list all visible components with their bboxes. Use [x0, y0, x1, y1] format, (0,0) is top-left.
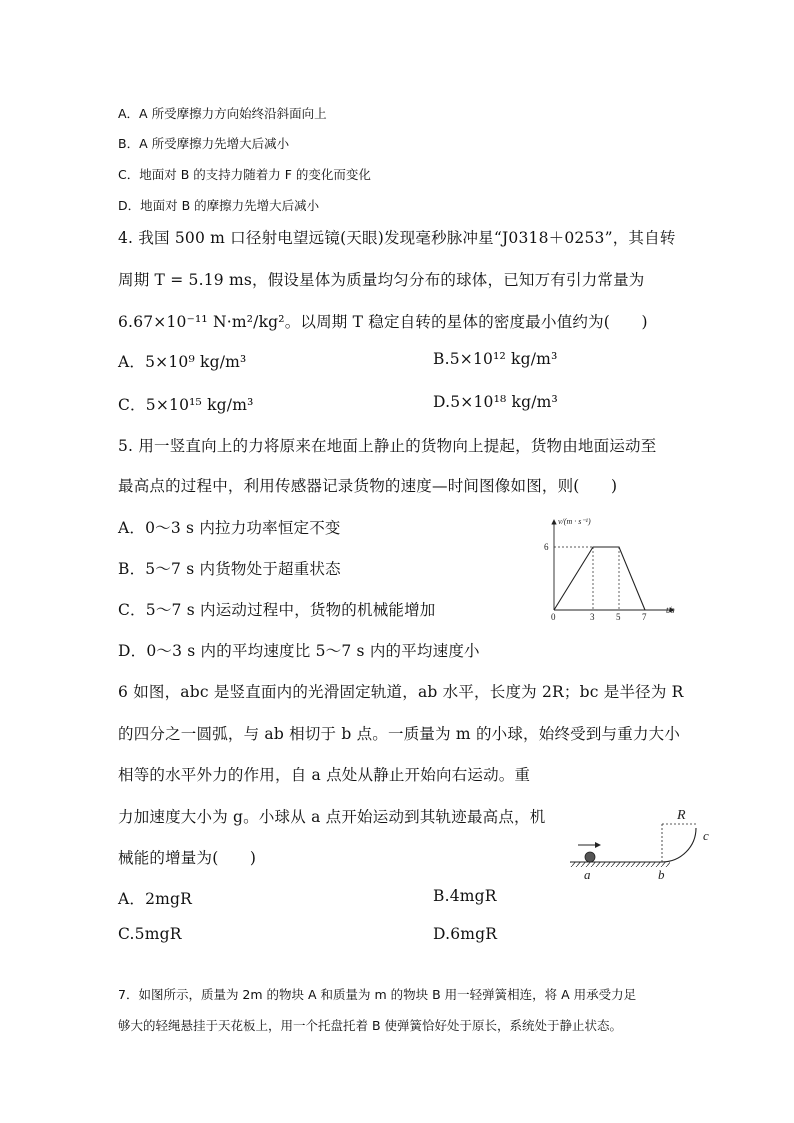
- q3-option-b: B．A 所受摩擦力先增大后减小: [118, 136, 290, 151]
- x-tick-0: 0: [551, 612, 556, 620]
- y-tick-6: 6: [544, 542, 549, 552]
- q4-stem-line2: 周期 T = 5.19 ms，假设星体为质量均匀分布的球体，已知万有引力常量为: [118, 271, 645, 289]
- q4-option-b: B.5×10¹² kg/m³: [433, 350, 558, 368]
- q6-stem-line1: 6 如图，abc 是竖直面内的光滑固定轨道，ab 水平，长度为 2R；bc 是半径为 R: [118, 683, 684, 701]
- q6-stem-line3: 相等的水平外力的作用，自 a 点处从静止开始向右运动。重: [118, 766, 531, 784]
- x-tick-7: 7: [642, 612, 647, 620]
- q3-option-a: A．A 所受摩擦力方向始终沿斜面向上: [118, 106, 327, 121]
- ball: [585, 852, 595, 862]
- q5-option-c: C．5～7 s 内运动过程中，货物的机械能增加: [118, 601, 436, 619]
- q4-option-a: A．5×10⁹ kg/m³: [118, 353, 247, 371]
- label-c: c: [703, 828, 709, 843]
- track-diagram: [562, 800, 732, 890]
- velocity-time-graph: [538, 512, 688, 620]
- q6-option-c: C.5mgR: [118, 925, 182, 943]
- label-R: R: [677, 808, 686, 823]
- label-a: a: [584, 867, 591, 882]
- q5-stem-line1: 5. 用一竖直向上的力将原来在地面上静止的货物向上提起，货物由地面运动至: [118, 437, 657, 455]
- x-axis-label: t/s: [666, 605, 675, 615]
- q7-stem-line1: 7．如图所示，质量为 2m 的物块 A 和质量为 m 的物块 B 用一轻弹簧相连，将 A 用承受力足: [118, 987, 637, 1002]
- q4-stem-line3: 6.67×10⁻¹¹ N·m²/kg²。以周期 T 稳定自转的星体的密度最小值约为( ): [118, 313, 648, 331]
- q4-stem-line1: 4. 我国 500 m 口径射电望远镜(天眼)发现毫秒脉冲星“J0318＋0253”，其自转: [118, 229, 676, 247]
- x-tick-5: 5: [616, 612, 621, 620]
- label-b: b: [658, 867, 665, 882]
- q6-option-b: B.4mgR: [433, 887, 497, 905]
- series-velocity-line: [554, 547, 645, 610]
- x-tick-3: 3: [590, 612, 595, 620]
- q4-option-c: C．5×10¹⁵ kg/m³: [118, 396, 254, 414]
- q6-stem-line2: 的四分之一圆弧，与 ab 相切于 b 点。一质量为 m 的小球，始终受到与重力大小: [118, 725, 681, 743]
- q7-stem-line2: 够大的轻绳悬挂于天花板上，用一个托盘托着 B 使弹簧恰好处于原长，系统处于静止状态。: [118, 1018, 623, 1033]
- q5-option-d: D．0～3 s 内的平均速度比 5～7 s 内的平均速度小: [118, 642, 480, 660]
- q6-stem-line4: 力加速度大小为 g。小球从 a 点开始运动到其轨迹最高点，机: [118, 808, 546, 826]
- y-axis-label: v/(m · s⁻¹): [558, 517, 591, 526]
- q3-option-c: C．地面对 B 的支持力随着力 F 的变化而变化: [118, 167, 371, 182]
- q3-option-d: D．地面对 B 的摩擦力先增大后减小: [118, 198, 320, 213]
- q4-option-d: D.5×10¹⁸ kg/m³: [433, 393, 558, 411]
- q5-option-a: A．0～3 s 内拉力功率恒定不变: [118, 519, 341, 537]
- q5-option-b: B．5～7 s 内货物处于超重状态: [118, 560, 341, 578]
- quarter-arc-track: [662, 828, 696, 862]
- q6-option-d: D.6mgR: [433, 925, 498, 943]
- q6-stem-line5: 械能的增量为( ): [118, 849, 257, 867]
- q5-stem-line2: 最高点的过程中，利用传感器记录货物的速度—时间图像如图，则( ): [118, 477, 618, 495]
- q6-option-a: A．2mgR: [118, 890, 193, 908]
